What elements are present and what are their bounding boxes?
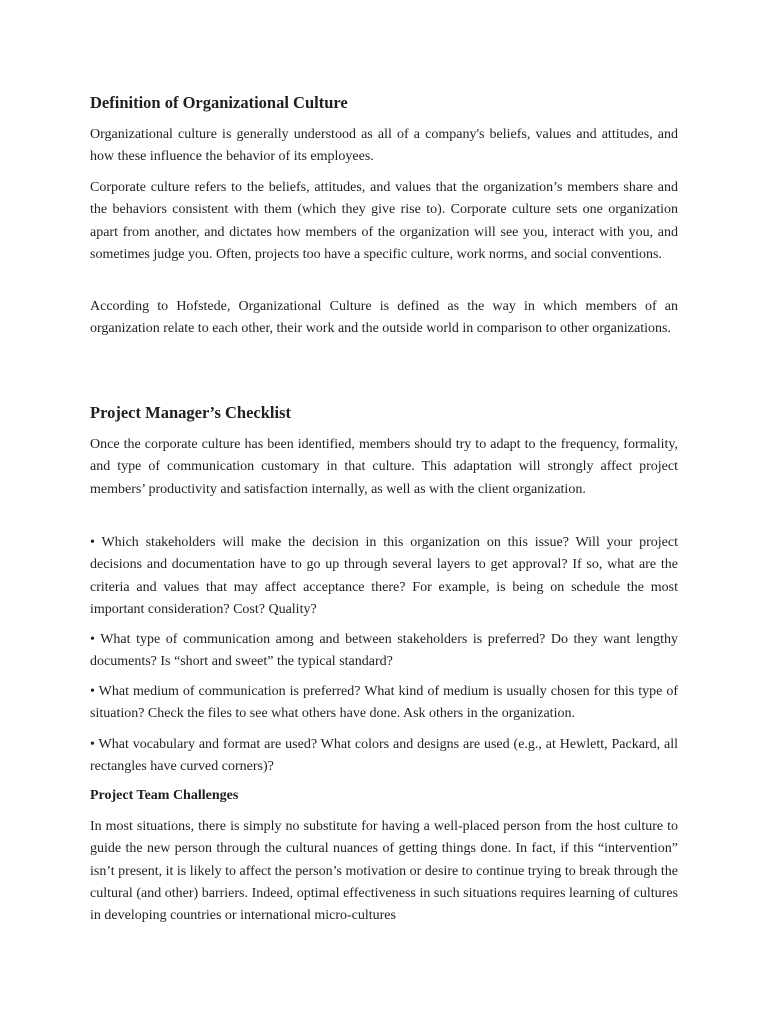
checklist-bullet-3: • What medium of communication is preferred? What kind of medium is usually chosen for this type of situation? Check the files to see what others have done. Ask others in the organization. [90,684,678,722]
checklist-bullet-4: • What vocabulary and format are used? What colors and designs are used (e.g., at Hewlett, Packard, all rectangles have curved corners)? [90,737,678,775]
checklist-bullet-1: • Which stakeholders will make the decision in this organization on this issue? Will your project decisions and documentation have to go up through several layers to get approval? If so, what are the criteria and values that may affect acceptance there? For example, is being on schedule the most important consideration? Cost? Quality? [90,535,678,617]
section-heading-definition: Definition of Organizational Culture [90,93,348,112]
paragraph-definition-1: Organizational culture is generally understood as all of a company's beliefs, values and attitudes, and how these influence the behavior of its employees. [90,127,678,165]
paragraph-challenges: In most situations, there is simply no substitute for having a well-placed person from the host culture to guide the new person through the cultural nuances of getting things done. In fact, if this “intervention” isn’t present, it is likely to affect the person’s motivation or desire to continue trying to break through the cultural (and other) barriers. Indeed, optimal effectiveness in such situations requires learning of cultures in developing countries or international micro-cultures [90,819,678,924]
paragraph-definition-3: According to Hofstede, Organizational Culture is defined as the way in which members of an organization relate to each other, their work and the outside world in comparison to other organizations. [90,299,678,337]
paragraph-definition-2: Corporate culture refers to the beliefs, attitudes, and values that the organization’s members share and the behaviors consistent with them (which they give rise to). Corporate culture sets one organization apart from another, and dictates how members of the organization will see you, interact with you, and sometimes judge you. Often, projects too have a specific culture, work norms, and social conventions. [90,180,678,262]
section-heading-checklist: Project Manager’s Checklist [90,403,291,422]
section-heading-challenges: Project Team Challenges [90,788,239,803]
checklist-bullet-2: • What type of communication among and between stakeholders is preferred? Do they want lengthy documents? Is “short and sweet” the typical standard? [90,632,678,670]
paragraph-checklist-intro: Once the corporate culture has been identified, members should try to adapt to the frequency, formality, and type of communication customary in that culture. This adaptation will strongly affect project members’ productivity and satisfaction internally, as well as with the client organization. [90,437,678,497]
